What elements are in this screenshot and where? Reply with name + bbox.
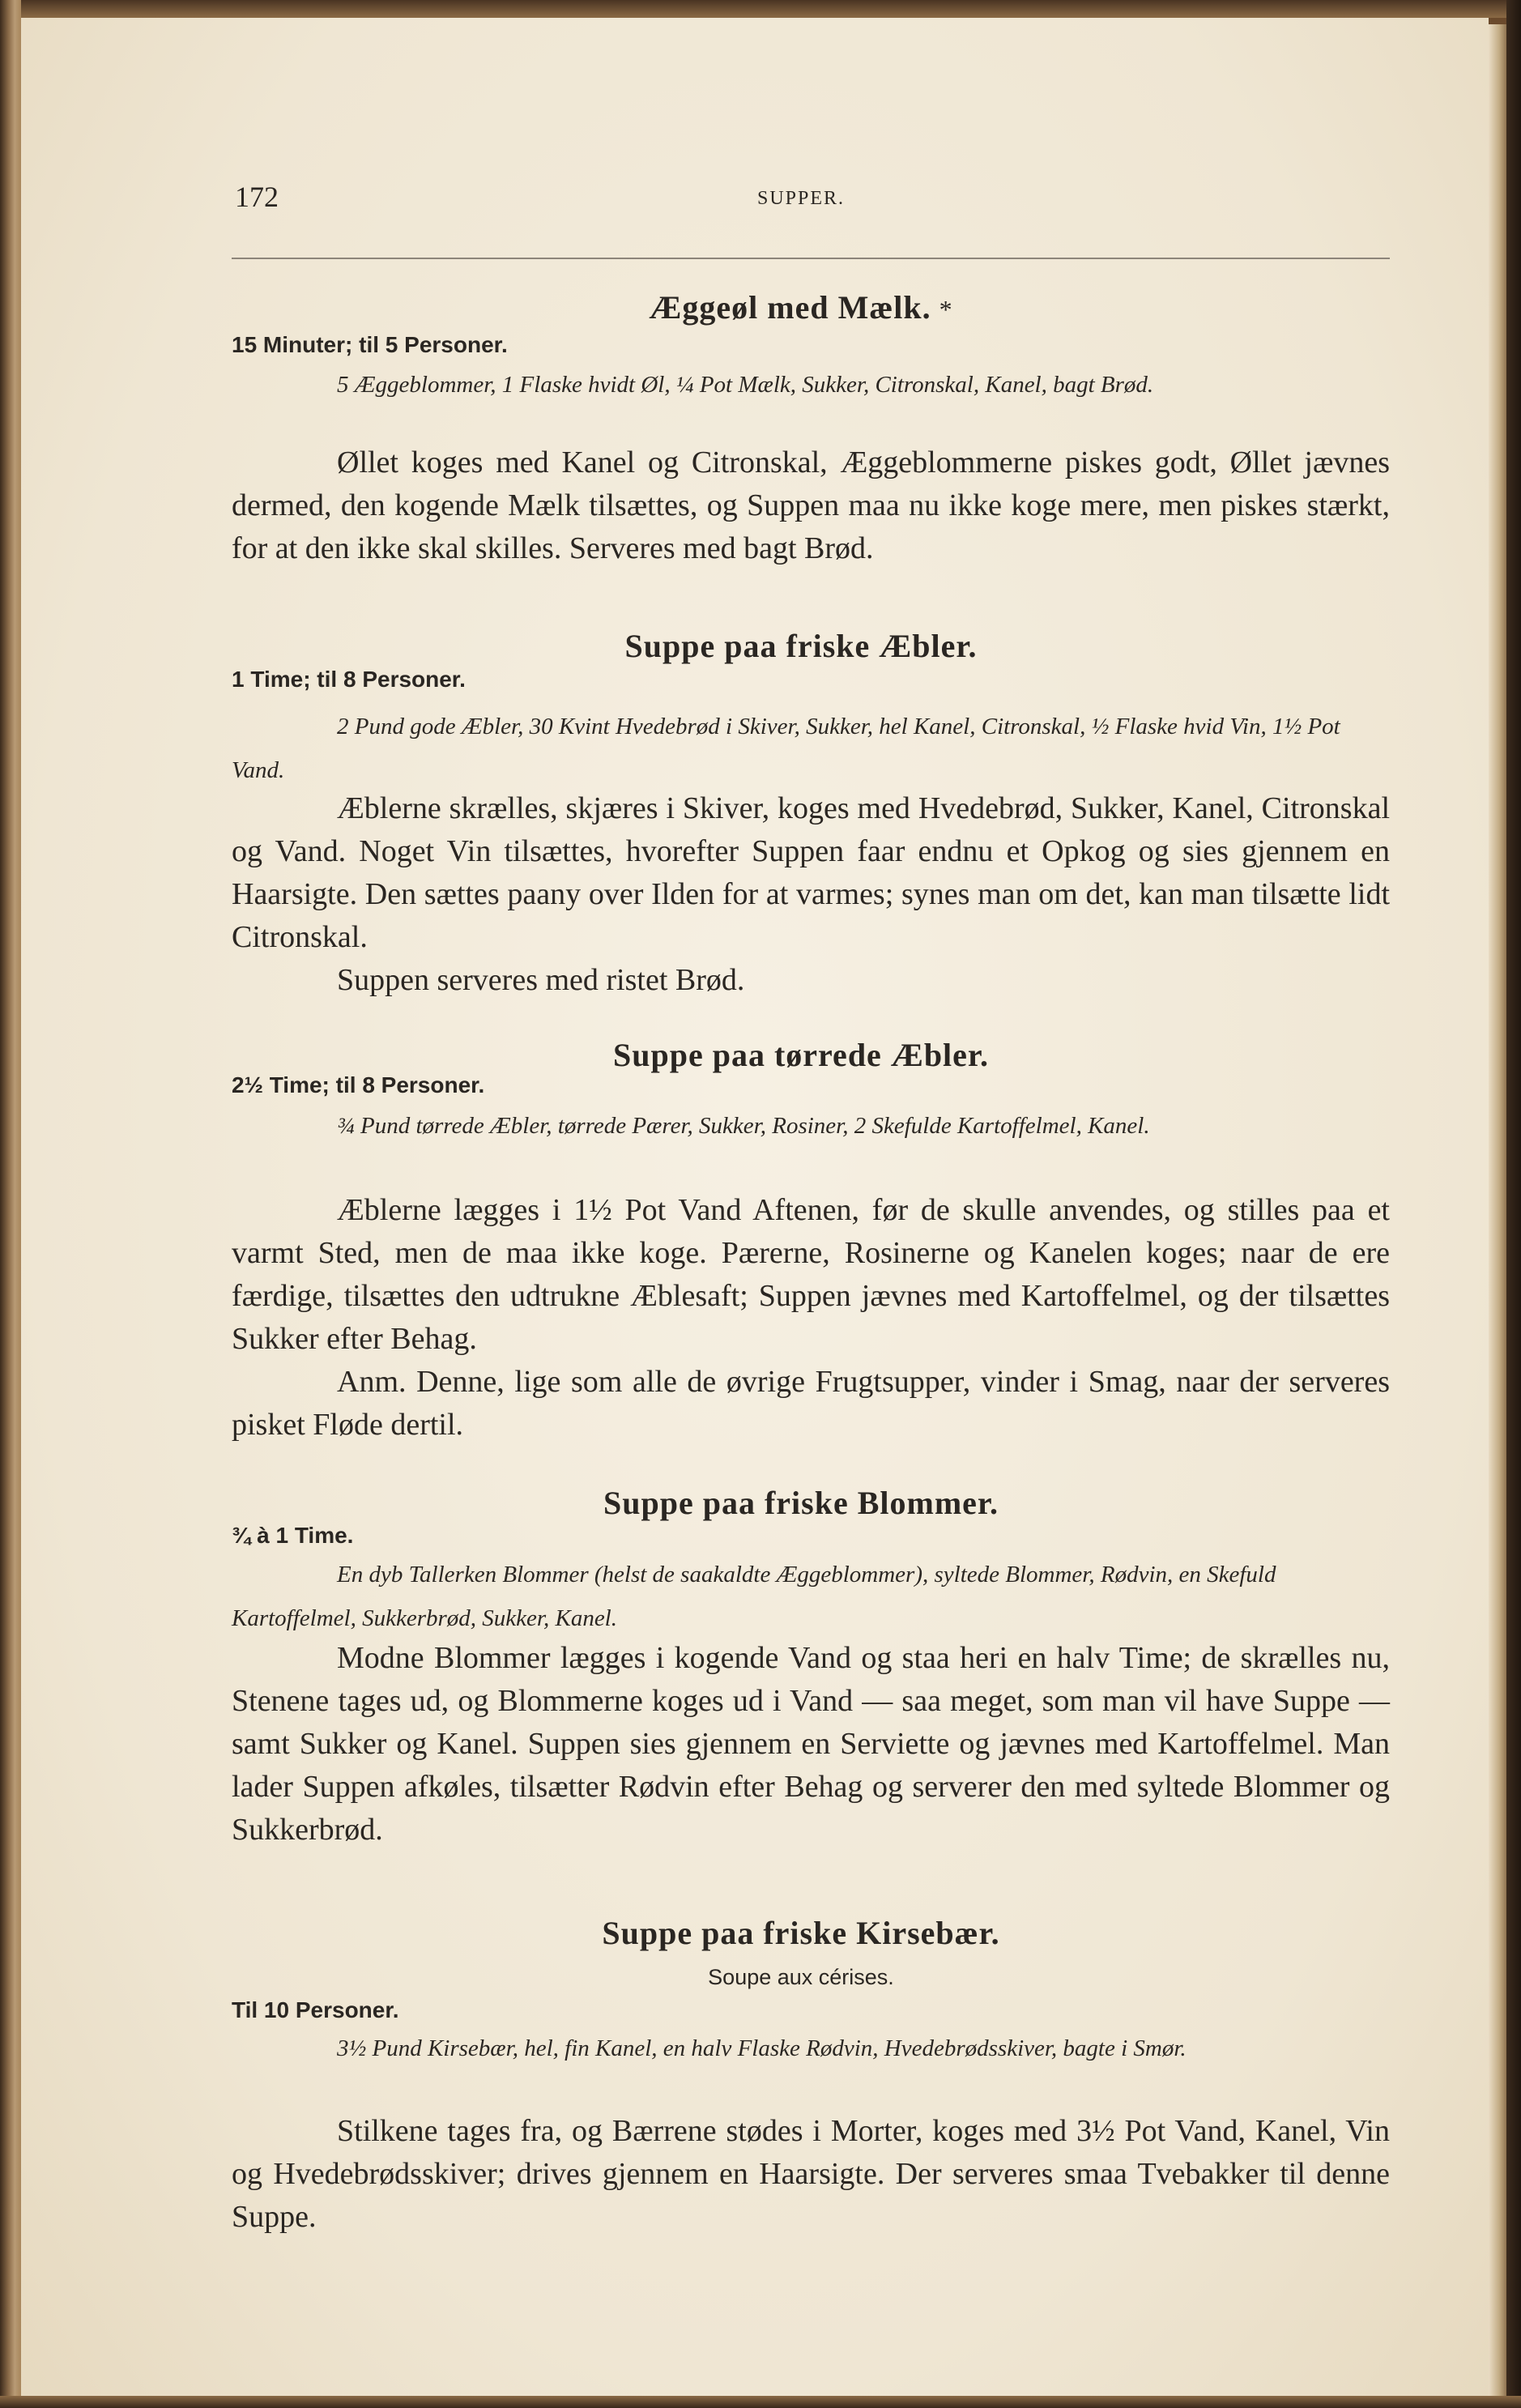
running-head: SUPPER. <box>756 188 846 209</box>
book-binding-left <box>0 0 21 2408</box>
recipe-paragraph: Øllet koges med Kanel og Citronskal, Æggeblommerne piskes godt, Øllet jævnes dermed, den kogende Mælk tilsættes, og Suppen maa nu ikke koge mere, men piskes stærkt, for at den ikke skal skilles. Serveres med bagt Brød. <box>232 445 1390 565</box>
recipe-time: Til 10 Personer. <box>232 1997 399 2022</box>
page-header <box>212 180 1390 228</box>
recipe-title: Æggeøl med Mælk. * <box>649 289 953 326</box>
recipe-paragraph: Suppen serveres med ristet Brød. <box>337 963 745 997</box>
header-rule <box>232 258 1390 259</box>
recipe-note: Anm. Denne, lige som alle de øvrige Frugtsupper, vinder i Smag, naar der serveres pisket Fløde dertil. <box>232 1365 1390 1442</box>
recipe-time: 15 Minuter; til 5 Personer. <box>232 332 508 357</box>
recipe-title: Suppe paa friske Blommer. <box>603 1485 999 1521</box>
recipe-title: Suppe paa tørrede Æbler. <box>612 1037 990 1073</box>
recipe-ingredients: 2 Pund gode Æbler, 30 Kvint Hvedebrød i Skiver, Sukker, hel Kanel, Citronskal, ½ Flaske hvid Vin, 1½ Pot Vand. <box>232 714 1340 783</box>
recipe-title: Suppe paa friske Æbler. <box>624 628 978 664</box>
book-page <box>21 18 1489 2399</box>
recipe-time: 2½ Time; til 8 Personer. <box>232 1072 485 1097</box>
bottom-edge <box>0 2396 1521 2408</box>
recipe-paragraph: Æblerne lægges i 1½ Pot Vand Aftenen, før de skulle anvendes, og stilles paa et varmt Sted, men de maa ikke koge. Pærerne, Rosinerne og Kanelen koges; naar de ere færdige, tilsættes den udtrukne Æblesaft; Suppen jævnes med Kartoffelmel, og der tilsættes Sukker efter Behag. <box>232 1193 1390 1356</box>
recipe-title: Suppe paa friske Kirsebær. <box>602 1915 1000 1951</box>
recipe-paragraph: Modne Blommer lægges i kogende Vand og staa heri en halv Time; de skrælles nu, Stenene tages ud, og Blommerne koges ud i Vand — saa meget, som man vil have Suppe — samt Sukker og Kanel. Suppen sies gjennem en Serviette og jævnes med Kartoffelmel. Man lader Suppen afkøles, tilsætter Rødvin efter Behag og serverer den med syltede Blommer og Sukkerbrød. <box>232 1641 1390 1847</box>
recipe-ingredients: 5 Æggeblommer, 1 Flaske hvidt Øl, ¼ Pot Mælk, Sukker, Citronskal, Kanel, bagt Brød. <box>337 372 1154 398</box>
recipe-paragraph: Stilkene tages fra, og Bærrene stødes i Morter, koges med 3½ Pot Vand, Kanel, Vin og Hvedebrødsskiver; drives gjennem en Haarsigte. Der serveres smaa Tvebakker til denne Suppe. <box>232 2114 1390 2234</box>
recipe-ingredients: 3½ Pund Kirsebær, hel, fin Kanel, en halv Flaske Rødvin, Hvedebrødsskiver, bagte i Smør. <box>337 2035 1187 2061</box>
page-number: 172 <box>235 181 279 213</box>
recipe-paragraph: Æblerne skrælles, skjæres i Skiver, koges med Hvedebrød, Sukker, Kanel, Citronskal og Vand. Noget Vin tilsættes, hvorefter Suppen faar endnu et Opkog og sies gjennem en Haarsigte. Den sættes paany over Ilden for at varmes; synes man om det, kan man tilsætte lidt Citronskal. <box>232 791 1390 954</box>
recipe-mark: * <box>939 295 953 324</box>
recipe-subtitle: Soupe aux cérises. <box>708 1965 894 1989</box>
recipe-ingredients: En dyb Tallerken Blommer (helst de saakaldte Æggeblommer), syltede Blommer, Rødvin, en Skefuld Kartoffelmel, Sukkerbrød, Sukker, Kanel. <box>232 1562 1276 1631</box>
recipe-time: ¾ à 1 Time. <box>232 1523 354 1548</box>
book-binding-right <box>1506 0 1521 2408</box>
recipe-time: 1 Time; til 8 Personer. <box>232 667 466 692</box>
recipe-ingredients: ¾ Pund tørrede Æbler, tørrede Pærer, Sukker, Rosiner, 2 Skefulde Kartoffelmel, Kanel. <box>337 1113 1150 1139</box>
top-edge <box>0 0 1521 18</box>
page-edge-right <box>1489 24 1506 2397</box>
